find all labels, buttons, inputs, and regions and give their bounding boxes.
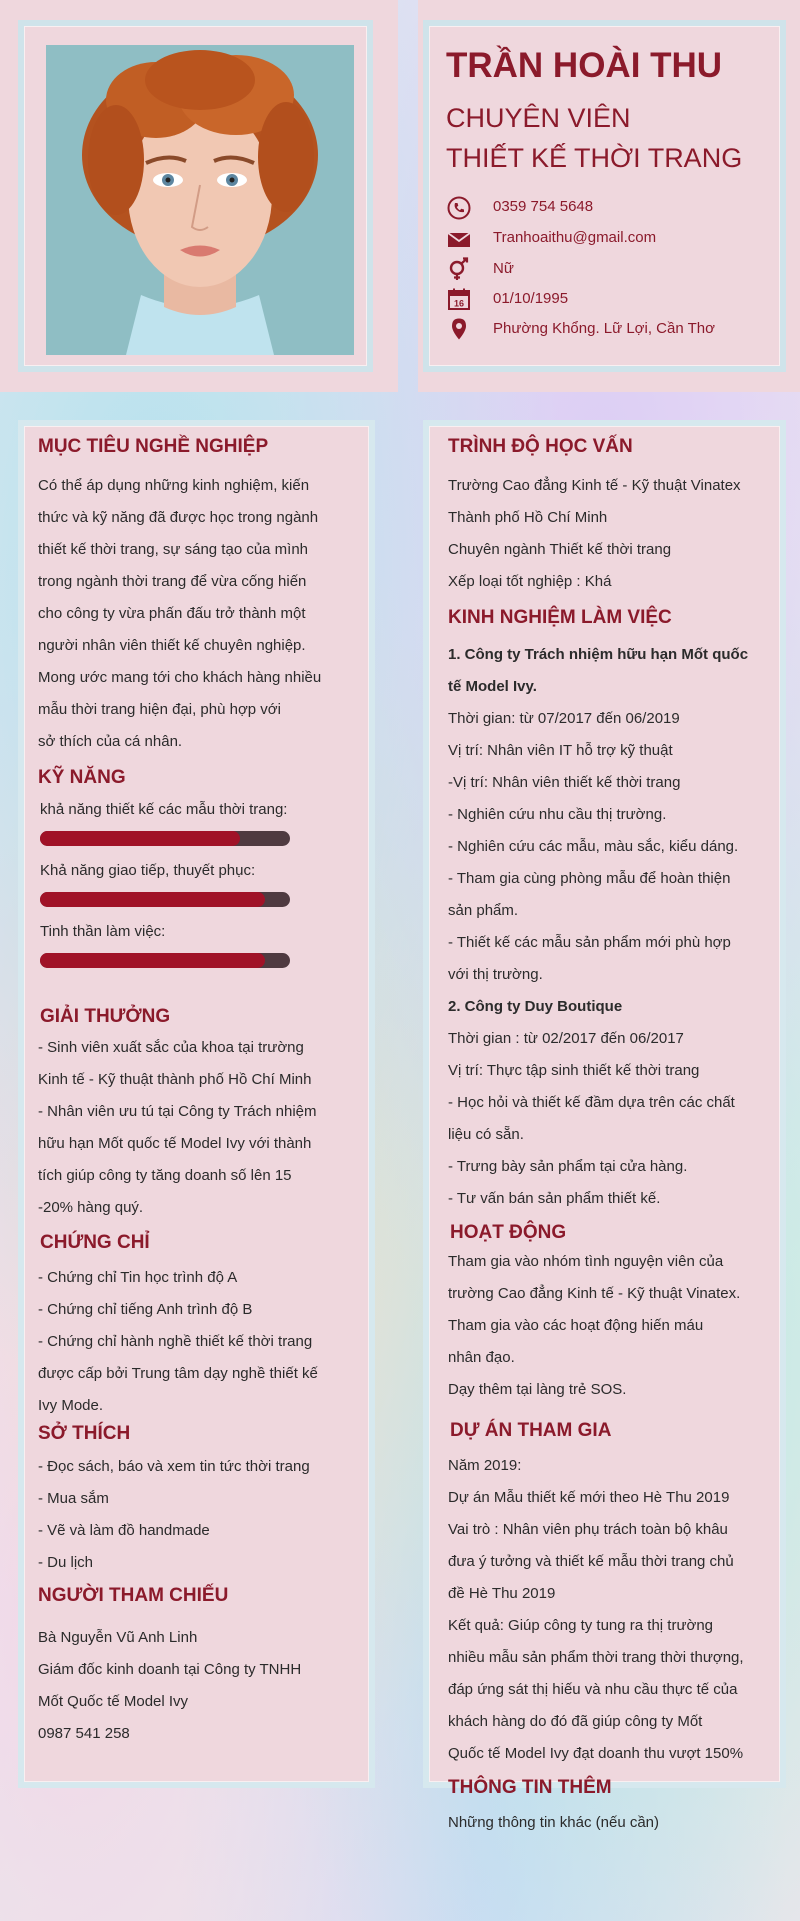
reference-heading: NGƯỜI THAM CHIẾU: [38, 1585, 229, 1606]
objective-line: Mong ước mang tới cho khách hàng nhiều: [38, 669, 322, 686]
objective-line: mẫu thời trang hiện đại, phù hợp với: [38, 701, 281, 718]
objective-line: Có thể áp dụng những kinh nghiệm, kiến: [38, 477, 310, 494]
activities-line: Dạy thêm tại làng trẻ SOS.: [448, 1381, 627, 1398]
projects-line: đề Hè Thu 2019: [448, 1585, 556, 1602]
skill-label: khả năng thiết kế các mẫu thời trang:: [40, 801, 288, 818]
phone-text: 0359 754 5648: [493, 198, 594, 215]
experience-line: -Vị trí: Nhân viên thiết kế thời trang: [448, 774, 681, 791]
skill-bar: [40, 831, 290, 846]
job-title-line-1: CHUYÊN VIÊN: [446, 103, 631, 133]
skill-bar-fill: [40, 892, 265, 907]
extra-info-line: Những thông tin khác (nếu cần): [448, 1814, 660, 1831]
mail-icon: [447, 228, 471, 252]
awards-line: - Sinh viên xuất sắc của khoa tại trường: [38, 1039, 304, 1056]
gender-icon: [447, 257, 471, 281]
reference-line: Giám đốc kinh doanh tại Công ty TNHH: [38, 1661, 302, 1678]
profile-photo: [46, 45, 354, 355]
projects-line: đáp ứng sát thị hiếu và nhu cầu thực tế của: [448, 1681, 738, 1698]
objective-line: cho công ty vừa phấn đấu trở thành một: [38, 605, 306, 622]
education-line: Chuyên ngành Thiết kế thời trang: [448, 541, 672, 558]
projects-line: Kết quả: Giúp công ty tung ra thị trường: [448, 1617, 714, 1634]
certificates-heading: CHỨNG CHỈ: [40, 1232, 150, 1253]
gender-text: Nữ: [493, 260, 514, 277]
job-title-line-2: THIẾT KẾ THỜI TRANG: [446, 143, 743, 173]
activities-line: Tham gia vào nhóm tình nguyện viên của: [448, 1253, 724, 1270]
activities-line: trường Cao đẳng Kinh tế - Kỹ thuật Vinatex.: [448, 1285, 741, 1302]
hobbies-line: - Mua sắm: [38, 1490, 109, 1507]
extra-info-heading: THÔNG TIN THÊM: [448, 1777, 612, 1798]
activities-line: Tham gia vào các hoạt động hiến máu: [448, 1317, 704, 1334]
skill-bar: [40, 892, 290, 907]
experience-line: - Tư vấn bán sản phẩm thiết kế.: [448, 1190, 661, 1207]
experience-line: 2. Công ty Duy Boutique: [448, 998, 623, 1015]
activities-heading: HOẠT ĐỘNG: [450, 1222, 567, 1243]
reference-line: Mốt Quốc tế Model Ivy: [38, 1693, 189, 1710]
objective-line: người nhân viên thiết kế chuyên nghiệp.: [38, 637, 306, 654]
awards-line: - Nhân viên ưu tú tại Công ty Trách nhiệm: [38, 1103, 317, 1120]
experience-line: - Học hỏi và thiết kế đầm dựa trên các chất: [448, 1094, 735, 1111]
skill-bar: [40, 953, 290, 968]
reference-line: Bà Nguyễn Vũ Anh Linh: [38, 1629, 198, 1646]
experience-line: - Nghiên cứu các mẫu, màu sắc, kiểu dáng.: [448, 838, 739, 855]
experience-line: 1. Công ty Trách nhiệm hữu hạn Mốt quốc: [448, 646, 749, 663]
education-line: Thành phố Hồ Chí Minh: [448, 509, 608, 526]
address-text: Phường Khổng. Lữ Lợi, Cần Thơ: [493, 320, 715, 337]
experience-line: Vị trí: Nhân viên IT hỗ trợ kỹ thuật: [448, 742, 673, 759]
experience-line: liệu có sẵn.: [448, 1126, 524, 1143]
skill-bar-fill: [40, 831, 240, 846]
education-line: Trường Cao đẳng Kinh tế - Kỹ thuật Vinatex: [448, 477, 741, 494]
experience-line: - Tham gia cùng phòng mẫu để hoàn thiện: [448, 870, 731, 887]
certificates-line: - Chứng chỉ hành nghề thiết kế thời trang: [38, 1333, 313, 1350]
experience-line: - Thiết kế các mẫu sản phẩm mới phù hợp: [448, 934, 731, 951]
birthdate-text: 01/10/1995: [493, 290, 569, 307]
education-heading: TRÌNH ĐỘ HỌC VẤN: [448, 436, 633, 457]
location-pin-icon: [447, 317, 471, 341]
experience-line: Thời gian : từ 02/2017 đến 06/2017: [448, 1030, 684, 1047]
candidate-name: TRẦN HOÀI THU: [446, 46, 723, 85]
calendar-day-label: 16: [453, 298, 465, 309]
hobbies-line: - Đọc sách, báo và xem tin tức thời trang: [38, 1458, 310, 1475]
experience-line: Vị trí: Thực tập sinh thiết kế thời trang: [448, 1062, 700, 1079]
projects-line: Dự án Mẫu thiết kế mới theo Hè Thu 2019: [448, 1489, 730, 1506]
certificates-line: Ivy Mode.: [38, 1397, 104, 1414]
phone-icon: [447, 196, 471, 220]
awards-line: tích giúp công ty tăng doanh số lên 15: [38, 1167, 292, 1184]
projects-heading: DỰ ÁN THAM GIA: [450, 1420, 612, 1441]
experience-line: với thị trường.: [448, 966, 543, 983]
certificates-line: - Chứng chỉ tiếng Anh trình độ B: [38, 1301, 253, 1318]
hobbies-heading: SỞ THÍCH: [38, 1423, 131, 1444]
objective-line: sở thích của cá nhân.: [38, 733, 183, 750]
projects-line: nhiều mẫu sản phẩm thời trang thời thượng,: [448, 1649, 744, 1666]
education-line: Xếp loại tốt nghiệp : Khá: [448, 573, 612, 590]
certificates-line: - Chứng chỉ Tin học trình độ A: [38, 1269, 238, 1286]
awards-line: -20% hàng quý.: [38, 1199, 144, 1216]
experience-heading: KINH NGHIỆM LÀM VIỆC: [448, 607, 672, 628]
projects-line: Năm 2019:: [448, 1457, 522, 1474]
objective-line: thức và kỹ năng đã được học trong ngành: [38, 509, 319, 526]
awards-line: Kinh tế - Kỹ thuật thành phố Hồ Chí Minh: [38, 1071, 312, 1088]
hobbies-line: - Vẽ và làm đồ handmade: [38, 1522, 210, 1539]
awards-line: hữu hạn Mốt quốc tế Model Ivy với thành: [38, 1135, 312, 1152]
experience-line: sản phẩm.: [448, 902, 519, 919]
objective-line: thiết kế thời trang, sự sáng tạo của mình: [38, 541, 309, 558]
experience-line: - Nghiên cứu nhu cầu thị trường.: [448, 806, 667, 823]
objective-line: trong ngành thời trang để vừa cống hiến: [38, 573, 307, 590]
experience-line: tế Model Ivy.: [448, 678, 537, 695]
skill-label: Khả năng giao tiếp, thuyết phục:: [40, 862, 256, 879]
skill-bar-fill: [40, 953, 265, 968]
reference-line: 0987 541 258: [38, 1725, 130, 1742]
hobbies-line: - Du lịch: [38, 1554, 94, 1571]
projects-line: Quốc tế Model Ivy đạt doanh thu vượt 150%: [448, 1745, 744, 1762]
calendar-icon: [447, 287, 471, 311]
experience-line: - Trưng bày sản phẩm tại cửa hàng.: [448, 1158, 688, 1175]
projects-line: đưa ý tưởng và thiết kế mẫu thời trang chủ: [448, 1553, 734, 1570]
projects-line: Vai trò : Nhân viên phụ trách toàn bộ khâu: [448, 1521, 728, 1538]
certificates-line: được cấp bởi Trung tâm dạy nghề thiết kế: [38, 1365, 318, 1382]
email-text: Tranhoaithu@gmail.com: [493, 229, 657, 246]
awards-heading: GIẢI THƯỞNG: [40, 1006, 171, 1027]
objective-heading: MỤC TIÊU NGHỀ NGHIỆP: [38, 436, 269, 457]
skill-label: Tinh thần làm việc:: [40, 923, 166, 940]
experience-line: Thời gian: từ 07/2017 đến 06/2019: [448, 710, 680, 727]
skills-heading: KỸ NĂNG: [38, 767, 126, 788]
activities-line: nhân đạo.: [448, 1349, 515, 1366]
projects-line: khách hàng do đó đã giúp công ty Mốt: [448, 1713, 703, 1730]
